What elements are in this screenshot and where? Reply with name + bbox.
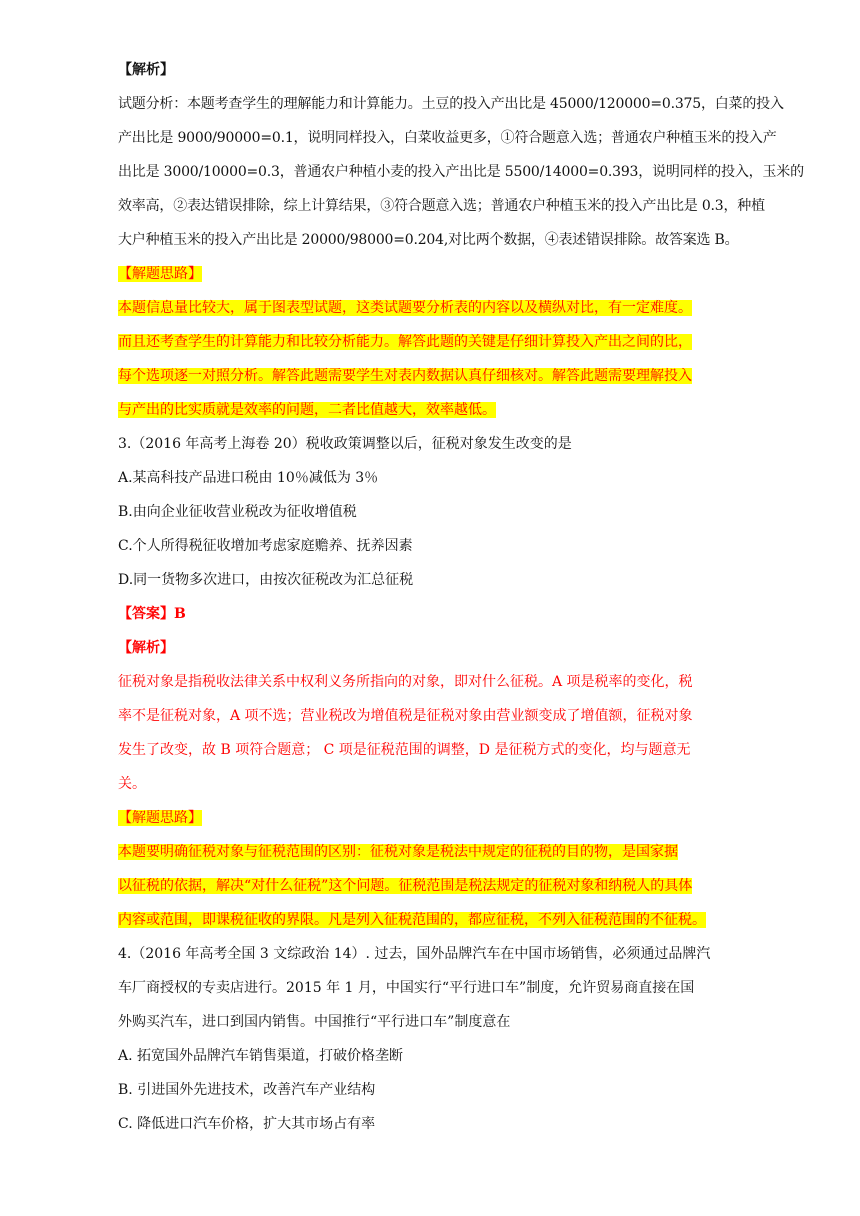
thinking-line (118, 332, 758, 366)
document-content (118, 60, 804, 1148)
thinking-heading (118, 808, 758, 842)
question-3-option-b: B.由向企业征收营业税改为征收增值税 (118, 504, 357, 520)
question-4-stem-line: 4.（2016 年高考全国 3 文综政治 14）. 过去，国外品牌汽车在中国市场销售，必须通过品牌汽 (118, 946, 711, 962)
thinking-line (118, 298, 758, 332)
thinking-line (118, 842, 758, 876)
analysis-heading: 【解析】 (118, 640, 174, 656)
analysis-line: 率不是征税对象，A 项不选；营业税改为增值税是征税对象由营业额变成了增值额，征税对象 (118, 708, 693, 724)
question-3-option-c: C.个人所得税征收增加考虑家庭赡养、抚养因素 (118, 538, 413, 554)
analysis-line: 大户种植玉米的投入产出比是 20000/98000=0.204,对比两个数据，④表述错误排除。故答案选 B。 (118, 232, 739, 248)
highlight: 而且还考查学生的计算能力和比较分析能力。解答此题的关键是仔细计算投入产出之间的比， (118, 334, 692, 350)
thinking-line (118, 366, 758, 400)
thinking-heading (118, 264, 758, 298)
analysis-line: 产出比是 9000/90000=0.1，说明同样投入，白菜收益更多，①符合题意入选；普通农户种植玉米的投入产 (118, 130, 777, 146)
answer-label: 【答案】 (118, 606, 174, 622)
analysis-line: 发生了改变，故 B 项符合题意； C 项是征税范围的调整，D 是征税方式的变化，均与题意无 (118, 742, 691, 758)
question-4-option-b: B. 引进国外先进技术，改善汽车产业结构 (118, 1082, 376, 1098)
analysis-heading: 【解析】 (118, 62, 174, 78)
thinking-line (118, 876, 758, 910)
question-4-option-a: A. 拓宽国外品牌汽车销售渠道，打破价格垄断 (118, 1048, 404, 1064)
thinking-line (118, 400, 758, 434)
highlight: 【解题思路】 (118, 266, 202, 282)
question-4-stem-line: 车厂商授权的专卖店进行。2015 年 1 月，中国实行“平行进口车”制度，允许贸易商直接在国 (118, 980, 695, 996)
answer-value: B (174, 606, 186, 622)
analysis-line: 征税对象是指税收法律关系中权利义务所指向的对象，即对什么征税。A 项是税率的变化，税 (118, 674, 693, 690)
question-3-option-d: D.同一货物多次进口，由按次征税改为汇总征税 (118, 572, 414, 588)
question-4-option-c: C. 降低进口汽车价格，扩大其市场占有率 (118, 1116, 376, 1132)
analysis-line: 关。 (118, 776, 146, 792)
question-3-stem: 3.（2016 年高考上海卷 20）税收政策调整以后，征税对象发生改变的是 (118, 436, 572, 452)
thinking-line (118, 910, 758, 944)
highlight: 与产出的比实质就是效率的问题，二者比值越大，效率越低。 (118, 402, 496, 418)
highlight: 本题要明确征税对象与征税范围的区别：征税对象是税法中规定的征税的目的物，是国家据 (118, 844, 678, 860)
question-3-option-a: A.某高科技产品进口税由 10％减低为 3％ (118, 470, 379, 486)
highlight: 以征税的依据，解决“对什么征税”这个问题。征税范围是税法规定的征税对象和纳税人的具体 (118, 878, 693, 894)
answer-line (118, 604, 758, 638)
highlight: 每个选项逐一对照分析。解答此题需要学生对表内数据认真仔细核对。解答此题需要理解投入 (118, 368, 692, 384)
question-4-stem-line: 外购买汽车，进口到国内销售。中国推行“平行进口车”制度意在 (118, 1014, 511, 1030)
analysis-line: 出比是 3000/10000=0.3，普通农户种植小麦的投入产出比是 5500/14000=0.393，说明同样的投入，玉米的 (118, 164, 804, 180)
highlight: 【解题思路】 (118, 810, 202, 826)
highlight: 本题信息量比较大，属于图表型试题，这类试题要分析表的内容以及横纵对比，有一定难度。 (118, 300, 692, 316)
highlight: 内容或范围，即课税征收的界限。凡是列入征税范围的，都应征税，不列入征税范围的不征税。 (118, 912, 706, 928)
analysis-line: 效率高，②表达错误排除，综上计算结果，③符合题意入选；普通农户种植玉米的投入产出比是 0.3，种植 (118, 198, 765, 214)
analysis-line: 试题分析：本题考查学生的理解能力和计算能力。土豆的投入产出比是 45000/120000=0.375，白菜的投入 (118, 96, 784, 112)
